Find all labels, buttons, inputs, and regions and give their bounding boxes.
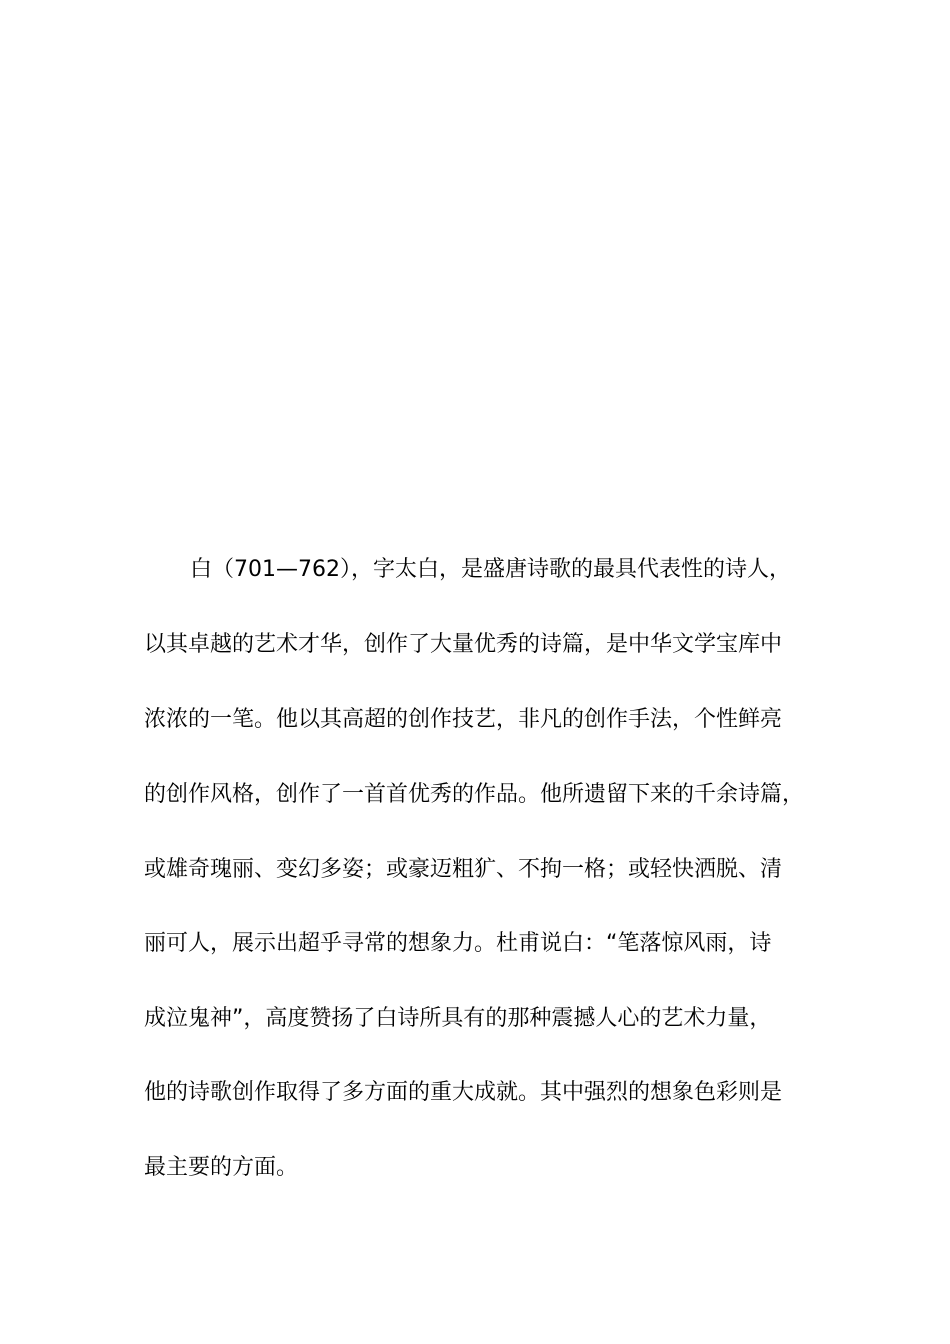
paragraph-line: 浓浓的一笔。他以其高超的创作技艺，非凡的创作手法，个性鲜亮	[144, 707, 783, 732]
paragraph-line: 他的诗歌创作取得了多方面的重大成就。其中强烈的想象色彩则是	[144, 1080, 783, 1105]
paragraph-line: 丽可人，展示出超乎寻常的想象力。杜甫说白：“笔落惊风雨，诗	[144, 931, 772, 956]
paragraph-line: 白（701—762），字太白，是盛唐诗歌的最具代表性的诗人，	[190, 557, 791, 582]
paragraph-line: 或雄奇瑰丽、变幻多姿；或豪迈粗犷、不拘一格；或轻快洒脱、清	[144, 857, 783, 882]
paragraph-line: 以其卓越的艺术才华，创作了大量优秀的诗篇，是中华文学宝库中	[144, 632, 783, 657]
paragraph-line: 的创作风格，创作了一首首优秀的作品。他所遗留下来的千余诗篇，	[144, 782, 805, 807]
paragraph-line: 最主要的方面。	[144, 1155, 299, 1180]
paragraph-line: 成泣鬼神”，高度赞扬了白诗所具有的那种震撼人心的艺术力量，	[144, 1006, 772, 1031]
